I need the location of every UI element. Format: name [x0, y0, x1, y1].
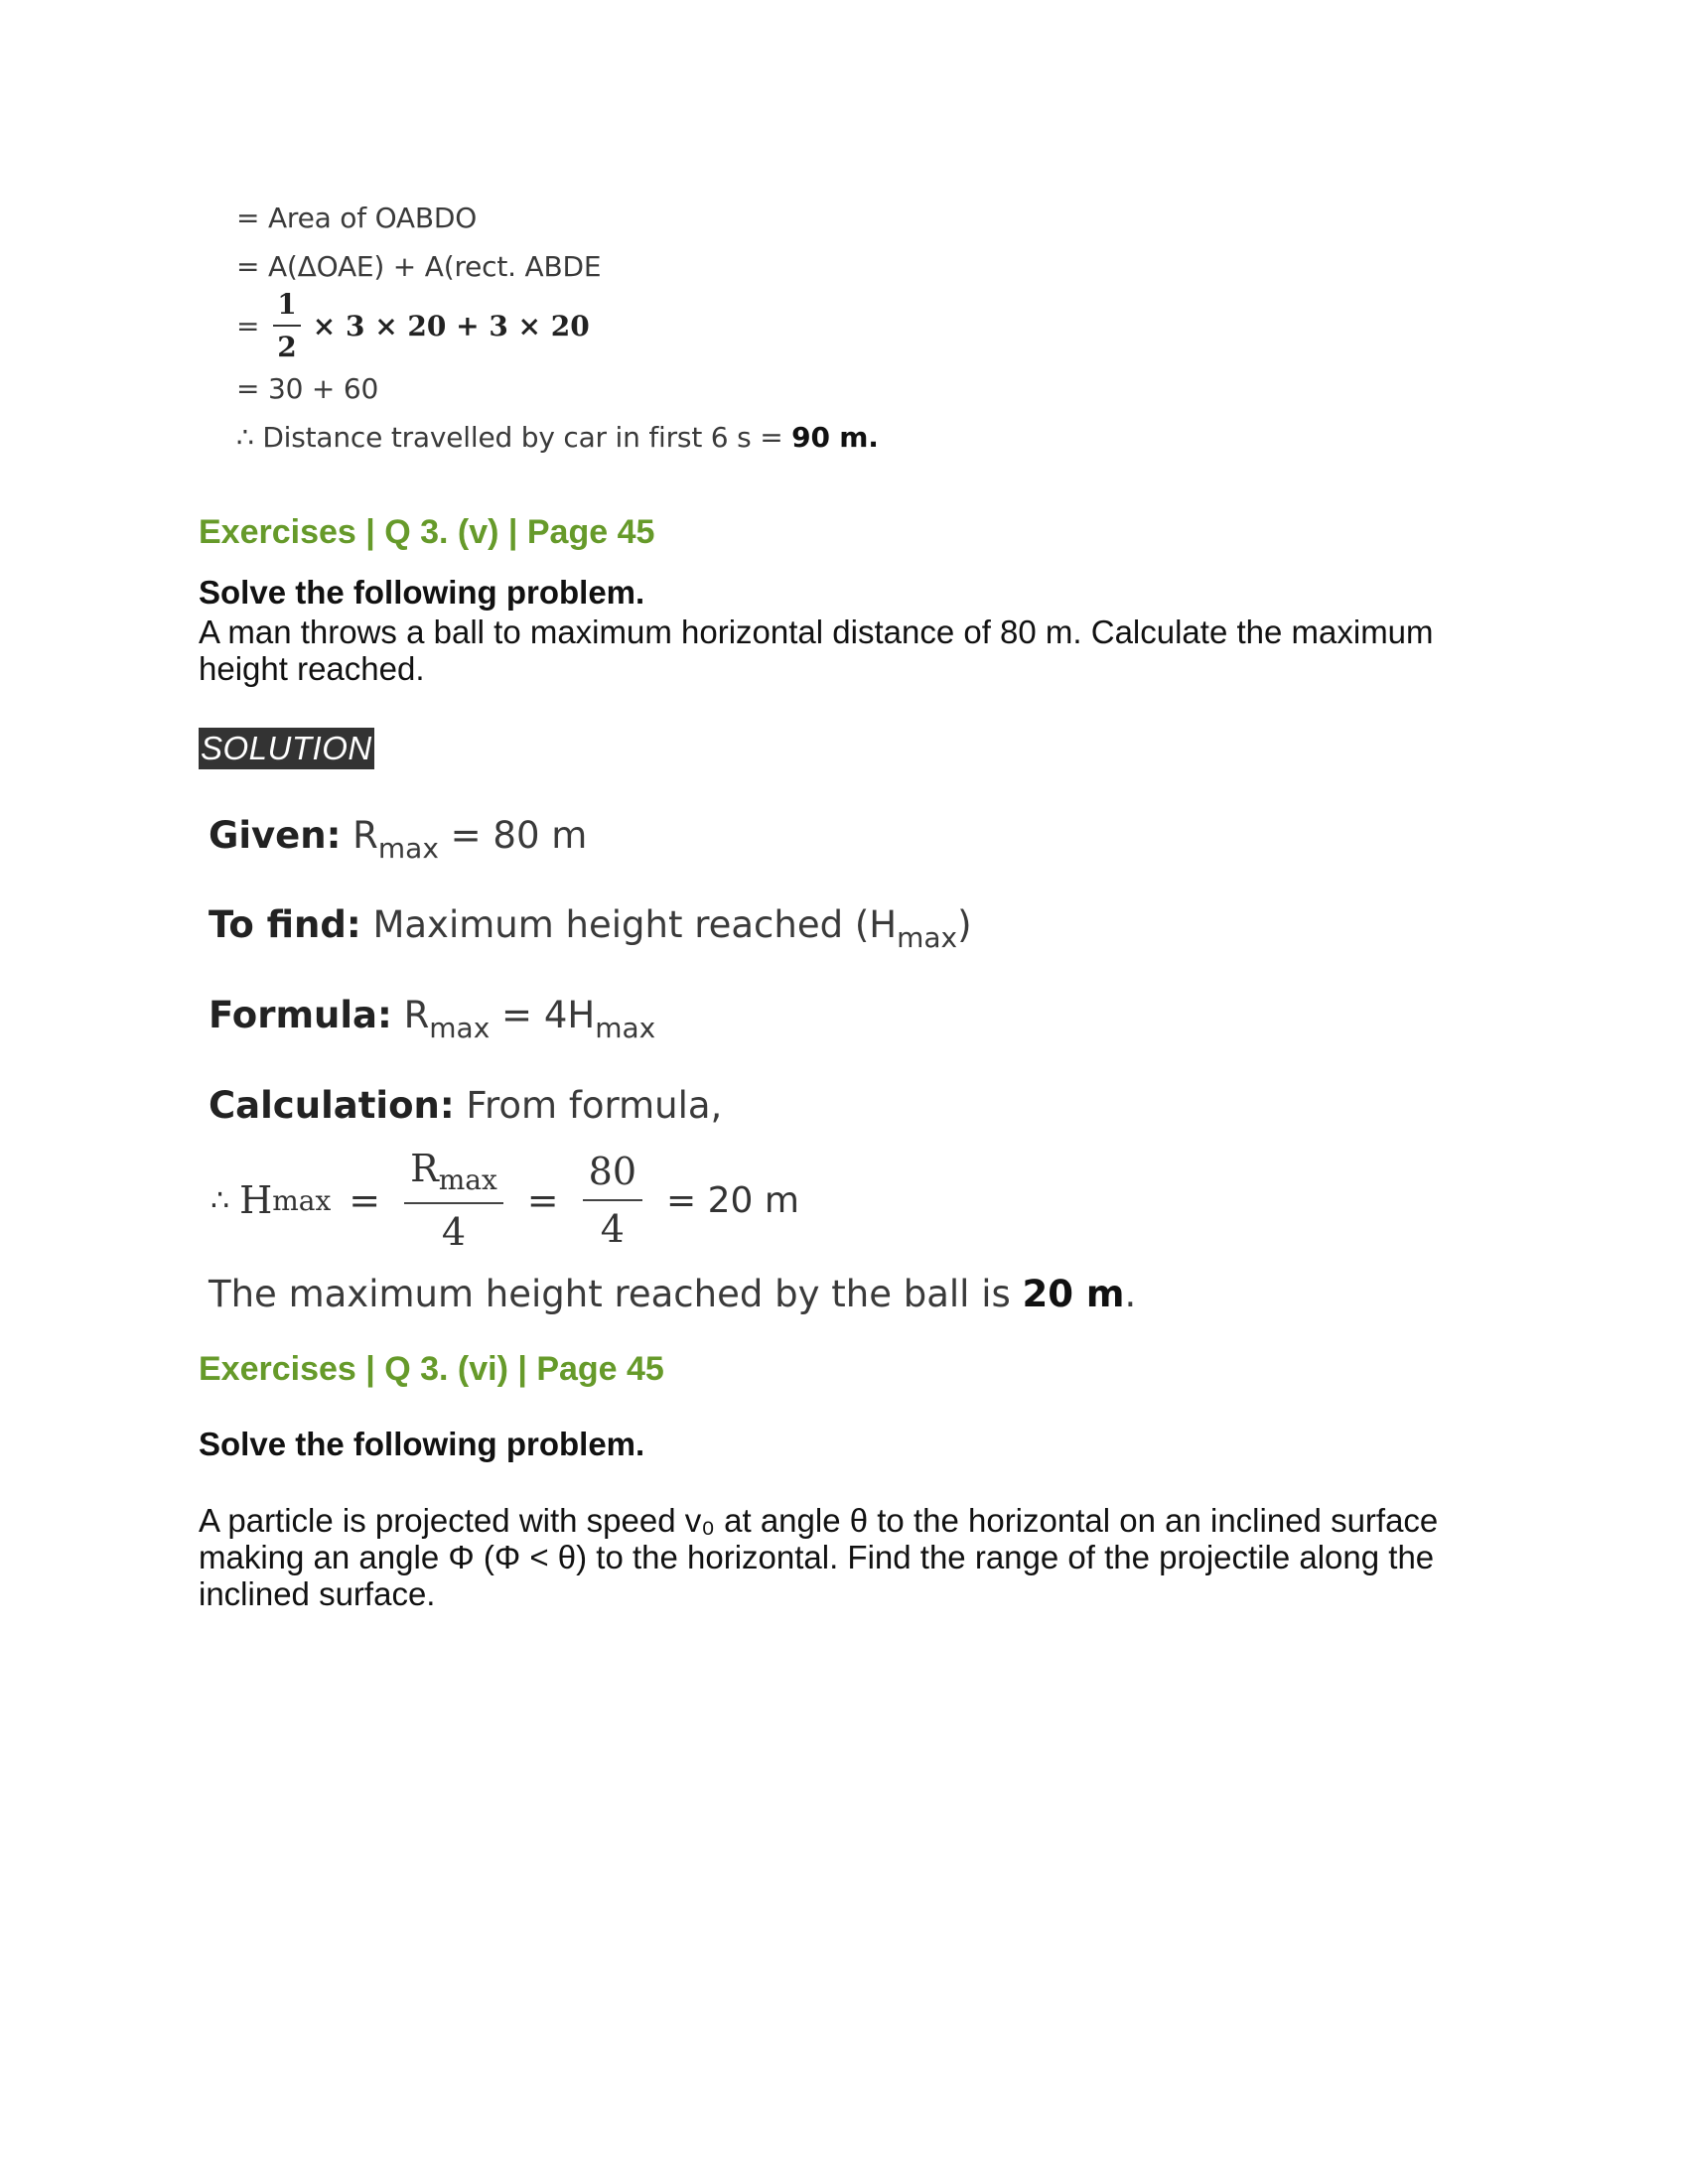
calc-line-fraction — [236, 288, 590, 363]
formula-subscript-2: max — [595, 1012, 656, 1044]
fraction-denominator: 2 — [277, 331, 297, 363]
eq-R-subscript: max — [438, 1163, 497, 1196]
problem-title-q3vi: Solve the following problem. — [199, 1426, 645, 1462]
tofind-subscript: max — [897, 921, 958, 954]
given-label: Given: — [209, 814, 342, 857]
calc-line-sum: = A(ΔOAE) + A(rect. ABDE — [236, 250, 602, 283]
conclusion-end: . — [1124, 1273, 1137, 1315]
hmax-equation — [211, 1147, 799, 1254]
eq-H-subscript: max — [272, 1183, 332, 1217]
given-line — [209, 814, 587, 865]
exercise-heading-q3vi[interactable]: Exercises | Q 3. (vi) | Page 45 — [199, 1350, 664, 1388]
problem-title: Solve the following problem. — [199, 574, 645, 611]
formula-label: Formula: — [209, 994, 392, 1036]
formula-R: R — [403, 994, 430, 1036]
eq-fraction-80-den: 4 — [600, 1207, 625, 1251]
distance-value: 90 m. — [791, 421, 879, 454]
fraction-numerator: 1 — [273, 288, 300, 327]
given-symbol: R — [352, 814, 378, 857]
eq-fraction-80-num: 80 — [583, 1150, 642, 1201]
tofind-text: Maximum height reached (H — [372, 903, 898, 946]
product-expression: × 3 × 20 + 3 × 20 — [312, 309, 590, 342]
conclusion-value: 20 m — [1022, 1273, 1125, 1315]
calc-line-area: = Area of OABDO — [236, 202, 478, 234]
eq-fraction-R — [404, 1147, 503, 1254]
problem-text: A man throws a ball to maximum horizontal distance of 80 m. Calculate the maximum height reached. — [199, 614, 1434, 687]
calculation-label: Calculation: — [209, 1084, 455, 1127]
therefore-symbol: ∴ — [211, 1182, 230, 1218]
eq-H: H — [239, 1178, 273, 1222]
given-subscript: max — [377, 832, 439, 865]
conclusion-text: The maximum height reached by the ball is — [209, 1273, 1023, 1315]
given-value: = 80 m — [438, 814, 588, 857]
eq-R: R — [410, 1147, 439, 1190]
eq-fraction-80 — [583, 1150, 642, 1251]
calc-line-distance — [236, 421, 879, 454]
eq-fraction-R-num — [404, 1147, 503, 1204]
formula-mid: = 4H — [490, 994, 596, 1036]
tofind-label: To find: — [209, 903, 361, 946]
calc-line-total: = 30 + 60 — [236, 372, 379, 405]
eq-equals-1: = — [349, 1178, 381, 1222]
formula-subscript-1: max — [429, 1012, 491, 1044]
tofind-line — [209, 903, 972, 954]
formula-line — [209, 994, 655, 1044]
exercise-heading-q3v[interactable]: Exercises | Q 3. (v) | Page 45 — [199, 513, 655, 551]
problem-text-q3vi: A particle is projected with speed v₀ at angle θ to the horizontal on an inclined surface making an angle Φ (Φ < θ) to the horizontal. Find the range of the projectile along the inclined surface. — [199, 1502, 1439, 1612]
calculation-line — [209, 1084, 722, 1127]
equals-sign: = — [236, 309, 260, 342]
conclusion-line — [209, 1273, 1136, 1315]
eq-equals-2: = — [526, 1178, 559, 1222]
calculation-text: From formula, — [466, 1084, 723, 1127]
eq-fraction-R-den: 4 — [441, 1210, 467, 1254]
eq-result: = 20 m — [666, 1179, 799, 1221]
half-fraction — [273, 288, 300, 363]
tofind-close: ) — [957, 903, 972, 946]
distance-text: ∴ Distance travelled by car in first 6 s = — [236, 421, 792, 454]
solution-badge: SOLUTION — [199, 728, 374, 769]
